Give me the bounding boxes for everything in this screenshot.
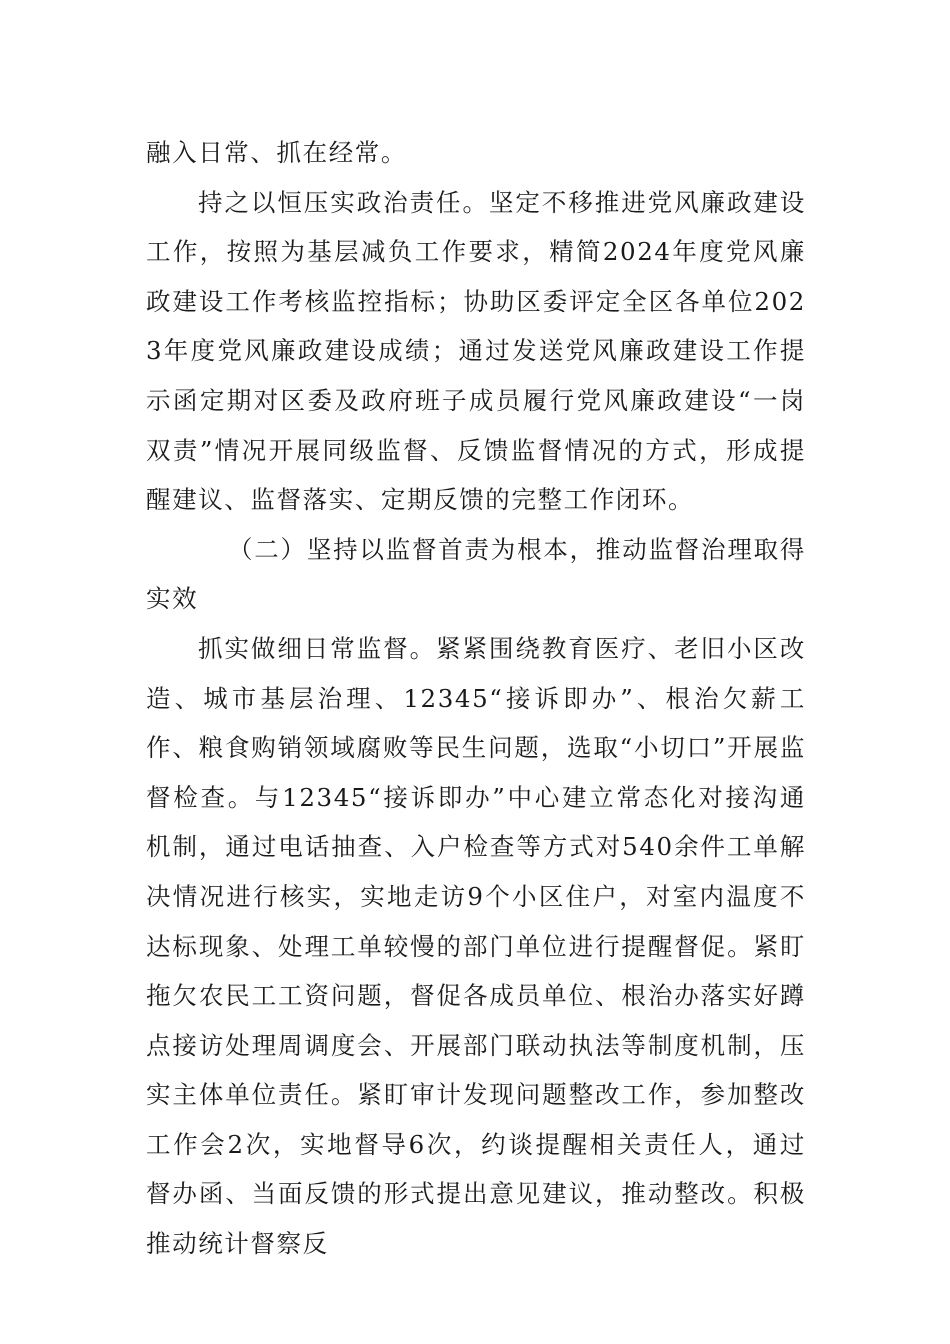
paragraph-political-responsibility: 持之以恒压实政治责任。坚定不移推进党风廉政建设工作，按照为基层减负工作要求，精简2024年度党风廉政建设工作考核监控指标；协助区委评定全区各单位2023年度党风廉政建设成绩；通过发送党风廉政建设工作提示函定期对区委及政府班子成员履行党风廉政建设“一岗双责”情况开展同级监督、反馈监督情况的方式，形成提醒建议、监督落实、定期反馈的完整工作闭环。 <box>146 187 806 515</box>
paragraph-daily-supervision: 抓实做细日常监督。紧紧围绕教育医疗、老旧小区改造、城市基层治理、12345“接诉即办”、根治欠薪工作、粮食购销领域腐败等民生问题，选取“小切口”开展监督检查。与12345“接诉即办”中心建立常态化对接沟通机制，通过电话抽查、入户检查等方式对540余件工单解决情况进行核实，实地走访9个小区住户，对室内温度不达标现象、处理工单较慢的部门单位进行提醒督促。紧盯拖欠农民工工资问题，督促各成员单位、根治办落实好蹲点接访处理周调度会、开展部门联动执法等制度机制，压实主体单位责任。紧盯审计发现问题整改工作，参加整改工作会2次，实地督导6次，约谈提醒相关责任人，通过督办函、当面反馈的形式提出意见建议，推动整改。积极推动统计督察反 <box>146 633 806 1259</box>
paragraph-continuation: 融入日常、抓在经常。 <box>146 138 407 167</box>
document-body <box>146 128 806 1269</box>
section-heading-2: （二）坚持以监督首责为根本，推动监督治理取得实效 <box>146 534 806 614</box>
